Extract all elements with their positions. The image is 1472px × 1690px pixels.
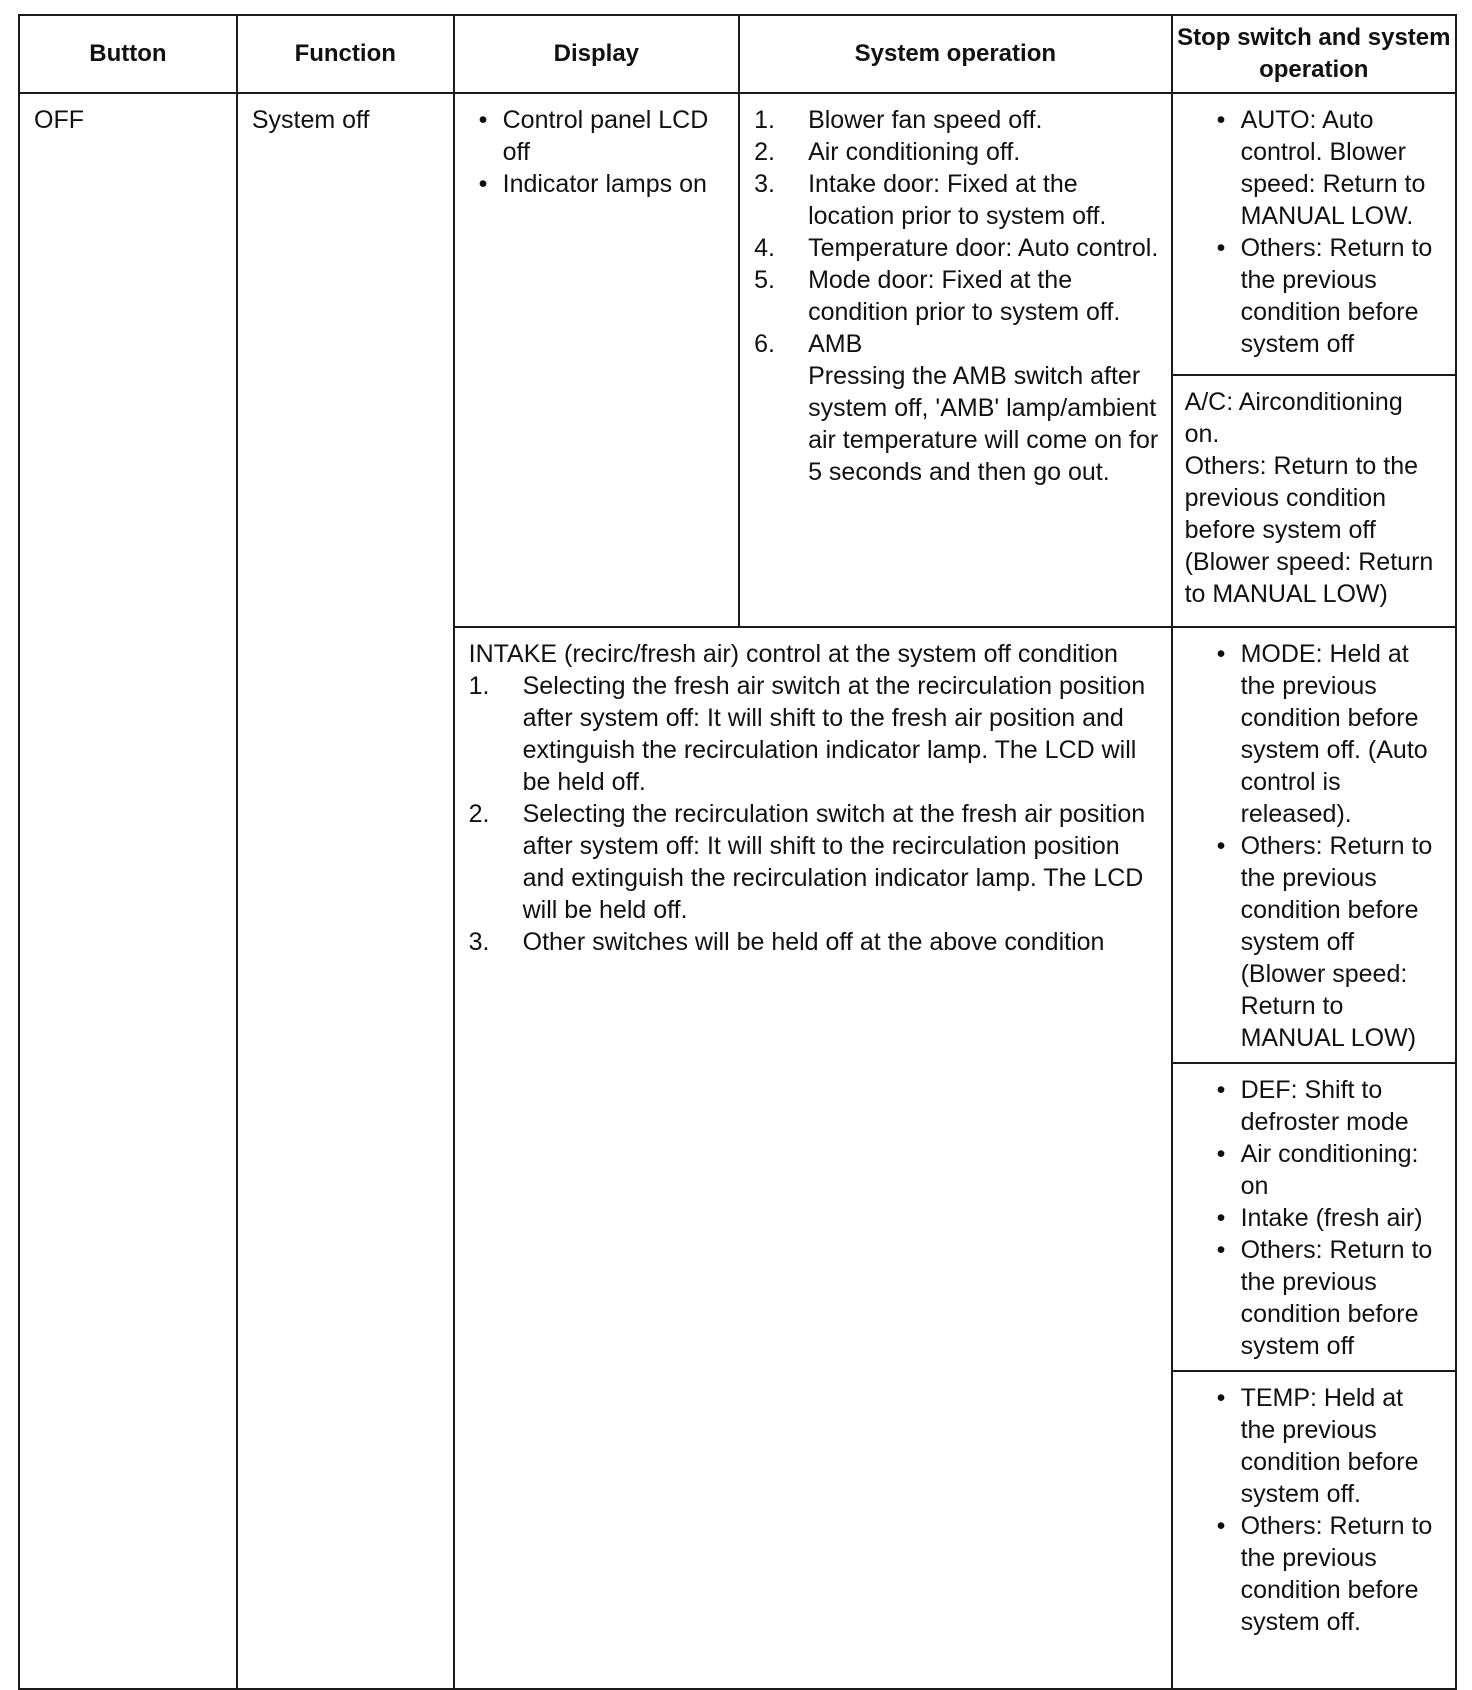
intake-heading: INTAKE (recirc/fresh air) control at the system off condition (468, 640, 1118, 668)
header-stop-switch: Stop switch and system operation (1172, 15, 1456, 93)
list-item: • Control panel LCD off (469, 104, 726, 168)
list-item: 6. AMB Pressing the AMB switch after system off, 'AMB' lamp/ambient air temperature will come on for 5 seconds and then go out. (754, 330, 1159, 486)
list-item: • Air conditioning: on (1187, 1138, 1443, 1202)
display-cell (454, 93, 739, 627)
list-item: 1. Selecting the fresh air switch at the recirculation position after system off: It will shift to the fresh air position and extinguish the recirculation indicator lamp. The LCD will be held off. (468, 672, 1146, 796)
intake-cell (454, 627, 1172, 1689)
list-item: • Indicator lamps on (469, 168, 726, 200)
list-item: • TEMP: Held at the previous condition before system off. (1187, 1382, 1443, 1510)
stop-auto-cell (1172, 93, 1456, 375)
stop-mode-cell (1172, 627, 1456, 1063)
stop-temp-cell (1172, 1371, 1456, 1689)
amb-detail: Pressing the AMB switch after system off, 'AMB' lamp/ambient air temperature will come on for 5 seconds and then go out. (808, 362, 1159, 486)
header-button: Button (19, 15, 237, 93)
button-value: OFF (34, 106, 84, 134)
list-item: 2. Air conditioning off. (754, 138, 1021, 166)
list-item: 5. Mode door: Fixed at the condition prior to system off. (754, 266, 1121, 326)
list-item: • DEF: Shift to defroster mode (1187, 1074, 1443, 1138)
list-item: • Others: Return to the previous condition before system off. (1187, 1510, 1443, 1638)
list-item: • AUTO: Auto control. Blower speed: Return to MANUAL LOW. (1187, 104, 1443, 232)
header-system-operation: System operation (739, 15, 1171, 93)
list-item: • Others: Return to the previous condition before system off (1187, 232, 1443, 360)
function-cell (237, 93, 454, 1689)
header-function: Function (237, 15, 454, 93)
display-list (469, 104, 726, 200)
operation-table (18, 14, 1457, 1690)
table-header-row (19, 15, 1456, 93)
stop-ac-others: Others: Return to the previous condition before system off (Blower speed: Return to MANUAL LOW) (1184, 452, 1434, 608)
system-operation-cell (739, 93, 1171, 627)
list-item: 3. Intake door: Fixed at the location prior to system off. (754, 170, 1107, 230)
list-item: • Others: Return to the previous condition before system off (1187, 1234, 1443, 1362)
list-item: 4. Temperature door: Auto control. (754, 234, 1159, 262)
list-item: 2. Selecting the recirculation switch at the fresh air position after system off: It will shift to the recirculation position and extinguish the recirculation indicator lamp. The LCD will be held off. (468, 800, 1146, 924)
list-item: 3. Other switches will be held off at the above condition (468, 928, 1105, 956)
stop-ac-line: A/C: Airconditioning on. (1184, 388, 1403, 448)
system-operation-list (754, 104, 1158, 488)
stop-ac-cell (1172, 375, 1456, 627)
list-item: 1. Blower fan speed off. (754, 106, 1043, 134)
list-item: • Others: Return to the previous condition before system off (Blower speed: Return to MANUAL LOW) (1187, 830, 1443, 1054)
table-row (19, 93, 1456, 375)
function-value: System off (251, 106, 370, 134)
list-item: • Intake (fresh air) (1187, 1202, 1443, 1234)
button-cell (19, 93, 237, 1689)
intake-list (469, 670, 1159, 958)
header-display: Display (454, 15, 739, 93)
list-item: • MODE: Held at the previous condition before system off. (Auto control is released). (1187, 638, 1443, 830)
stop-def-cell (1172, 1063, 1456, 1371)
